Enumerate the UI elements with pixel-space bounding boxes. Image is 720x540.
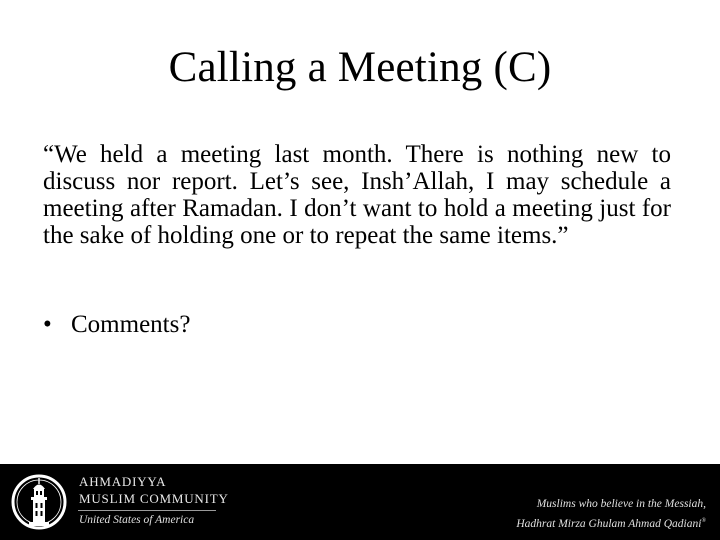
tagline-line2-text: Hadhrat Mirza Ghulam Ahmad Qadiani — [516, 517, 702, 530]
minaret-emblem-icon — [11, 469, 67, 535]
tagline-line2 — [516, 513, 706, 533]
organization-country: United States of America — [79, 514, 195, 526]
bullet-item — [43, 310, 190, 340]
footer-tagline — [516, 496, 706, 533]
organization-divider — [78, 510, 216, 511]
organization-name — [79, 473, 229, 507]
organization-name-line2: MUSLIM COMMUNITY — [79, 491, 229, 506]
registered-mark: ® — [701, 518, 706, 524]
slide-title: Calling a Meeting (C) — [168, 44, 552, 91]
quote-paragraph: “We held a meeting last month. There is nothing new to discuss nor report. Let’s see, Insh’Allah, I may schedule a meeting after Ramadan. I don’t want to hold a meeting just for the sake of holding one or to repeat the same items.” — [43, 141, 671, 249]
tagline-line1: Muslims who believe in the Messiah, — [536, 498, 706, 510]
bullet-text: Comments? — [71, 311, 191, 338]
bullet-symbol: • — [43, 311, 52, 338]
footer-banner — [0, 464, 720, 540]
organization-name-line1: AHMADIYYA — [79, 474, 167, 489]
